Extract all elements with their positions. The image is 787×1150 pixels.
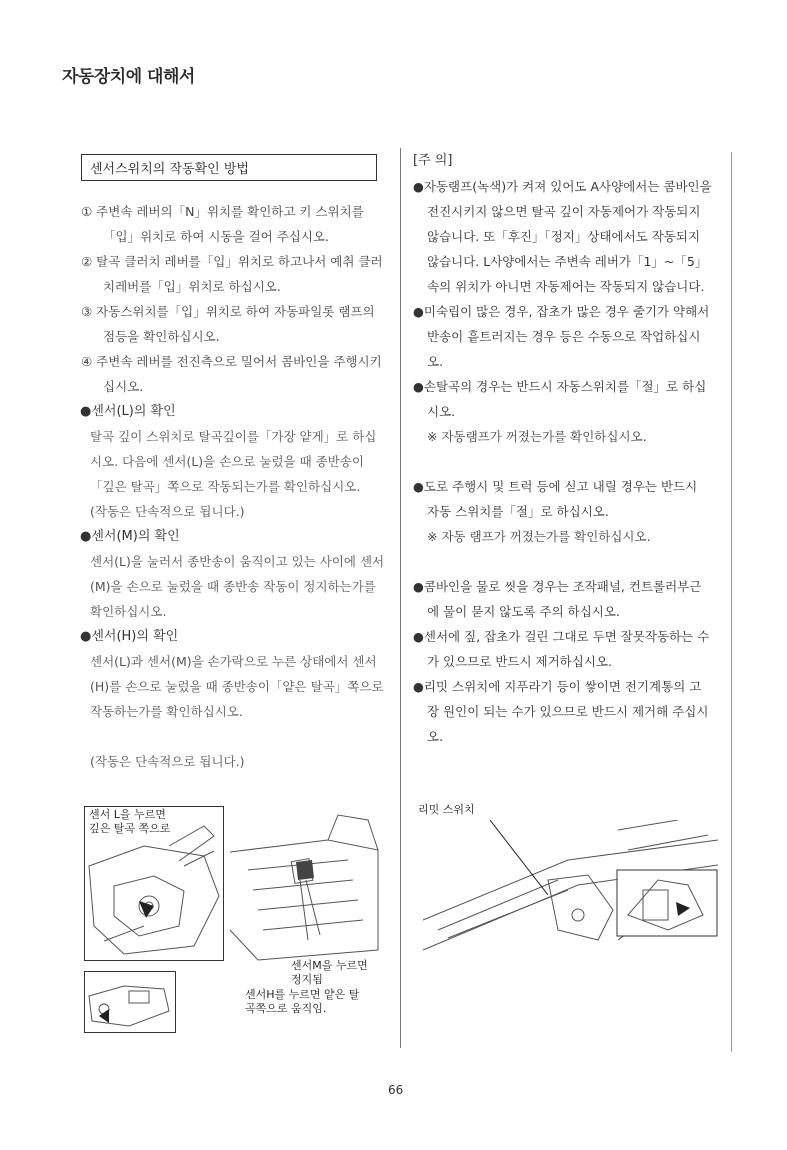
notice-item: ●도로 주행시 및 트럭 등에 싣고 내릴 경우는 반드시 자동 스위치를「절」로 하십시오. <box>413 479 698 519</box>
right-margin-rule <box>731 152 732 1052</box>
sensor-h-heading: ●센서(H)의 확인 <box>80 629 179 644</box>
notice-subnote: ※ 자동램프가 꺼졌는가를 확인하십시오. <box>427 429 647 444</box>
column-divider <box>400 148 401 1048</box>
limit-switch-illustration <box>418 820 724 970</box>
sensor-l-label: 센서 L을 누르면 깊은 탈곡 쪽으로 <box>89 808 171 835</box>
step-1: ① 주변속 레버의「N」위치를 확인하고 키 스위치를「입」위치로 하여 시동을 걸어 주십시오. <box>81 204 364 244</box>
section-title-box: 센서스위치의 작동확인 방법 <box>81 154 377 181</box>
sensor-l-heading: ●센서(L)의 확인 <box>80 404 176 419</box>
sensor-l-note: (작동은 단속적으로 됩니다.) <box>90 504 245 519</box>
sensor-m-text: 센서(L)을 눌러서 종반송이 움직이고 있는 사이에 센서(M)을 손으로 눌렀을 때 종반송 작동이 정지하는가를 확인하십시오. <box>90 554 385 619</box>
sensor-m-label: 센서M을 누르면 정지됨 <box>291 959 368 986</box>
notice-item: ●미숙립이 많은 경우, 잡초가 많은 경우 줄기가 약해서 반송이 흩트러지는 경우 등은 수동으로 작업하십시오. <box>413 304 710 369</box>
sensor-l-text: 탈곡 깊이 스위치로 탈곡깊이를「가장 얕게」로 하십시오. 다음에 센서(L)을 손으로 눌렀을 때 종반송이「깊은 탈곡」쪽으로 작동되는가를 확인하십시오. <box>90 429 377 494</box>
notice-item: ●리밋 스위치에 지푸라기 등이 쌓이면 전기계통의 고장 원인이 되는 수가 있으므로 반드시 제거해 주십시오. <box>413 679 709 744</box>
notice-subnote: ※ 자동 램프가 꺼졌는가를 확인하십시오. <box>427 529 651 544</box>
limit-switch-label: 리밋 스위치 <box>418 803 475 816</box>
sensor-m-heading: ●센서(M)의 확인 <box>80 529 180 544</box>
step-3: ③ 자동스위치를「입」위치로 하여 자동파일롯 램프의 점등을 확인하십시오. <box>81 304 375 344</box>
notice-item: ●손탈곡의 경우는 반드시 자동스위치를「절」로 하십시오. <box>413 379 707 419</box>
right-column <box>413 152 713 749</box>
notice-item: ●센서에 짚, 잡초가 걸린 그대로 두면 잘못작동하는 수가 있으므로 반드시 제거하십시오. <box>413 629 710 669</box>
sensor-h-label: 센서H를 누르면 얕은 탈곡쪽으로 움직임. <box>245 988 360 1015</box>
notice-item: ●자동램프(녹색)가 켜져 있어도 A사양에서는 콤바인을 전진시키지 않으면 탈곡 깊이 자동제어가 작동되지 않습니다. 또「후진」「정지」상태에서도 작동되지 않습니다. L사양에서는 주변속 레버가「1」~「5」속의 위치가 아니면 자동제어는 작동되지 않습니다. <box>413 179 712 294</box>
left-column <box>78 154 388 774</box>
page-number: 66 <box>388 1083 404 1097</box>
step-2: ② 탈곡 클러치 레버를「입」위치로 하고나서 예취 클러치레버를「입」위치로 하십시오. <box>81 254 383 294</box>
sensor-h-text: 센서(L)과 센서(M)을 손가락으로 누른 상태에서 센서(H)를 손으로 눌렀을 때 종반송이「얕은 탈곡」쪽으로 작동하는가를 확인하십시오. <box>90 654 384 719</box>
notice-title: [주 의] <box>413 153 453 168</box>
page-title: 자동장치에 대해서 <box>62 67 195 87</box>
step-4: ④ 주변속 레버를 전진측으로 밀어서 콤바인을 주행시키십시오. <box>81 354 382 394</box>
sensor-closeup <box>84 971 176 1033</box>
final-note: (작동은 단속적으로 됩니다.) <box>90 754 245 769</box>
sensor-illustration-detail <box>228 800 380 965</box>
notice-item: ●콤바인을 물로 씻을 경우는 조작패널, 컨트롤러부근에 물이 묻지 않도록 주의 하십시오. <box>413 579 702 619</box>
